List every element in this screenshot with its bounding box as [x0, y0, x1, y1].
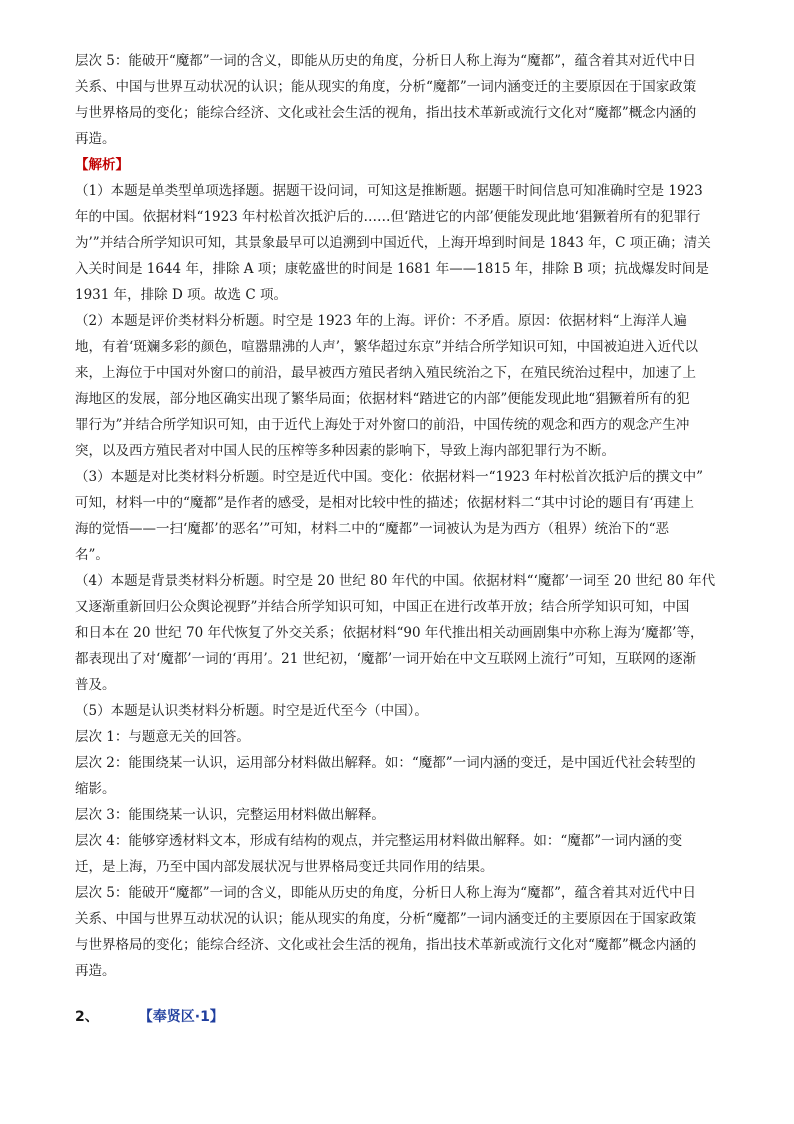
text-line: 又逐渐重新回归公众舆论视野”并结合所学知识可知，中国正在进行改革开放；结合所学知识可知，中国	[75, 599, 690, 615]
text-line: 层次 5：能破开“魔都”一词的含义，即能从历史的角度，分析日人称上海为“魔都”，蕴含着其对近代中日	[75, 53, 696, 69]
spacer	[75, 984, 735, 1004]
analysis-paragraph	[75, 464, 735, 568]
text-line: 层次 2：能围绕某一认识，运用部分材料做出解释。如：“魔都”一词内涵的变迁，是中国近代社会转型的	[75, 755, 696, 771]
text-line: 来，上海位于中国对外窗口的前沿，最早被西方殖民者纳入殖民统治之下，在殖民统治过程中，加速了上	[75, 365, 696, 381]
level-5-paragraph-top	[75, 48, 735, 152]
text-line: 可知，材料一中的“魔都”是作者的感受，是相对比较中性的描述；依据材料二“其中讨论的题目有‘再建上	[75, 495, 694, 511]
analysis-paragraph	[75, 880, 735, 984]
text-line: 普及。	[75, 677, 116, 693]
text-line: 和日本在 20 世纪 70 年代恢复了外交关系；依据材料“90 年代推出相关动画剧集中亦称上海为‘魔都’等，	[75, 625, 704, 641]
text-line: 层次 5：能破开“魔都”一词的含义，即能从历史的角度，分析日人称上海为“魔都”，蕴含着其对近代中日	[75, 885, 696, 901]
text-line: （3）本题是对比类材料分析题。时空是近代中国。变化：依据材料一“1923 年村松首次抵沪后的撰文中”	[75, 469, 704, 485]
analysis-paragraph	[75, 802, 735, 828]
analysis-paragraph	[75, 750, 735, 802]
text-line: 与世界格局的变化；能综合经济、文化或社会生活的视角，指出技术革新或流行文化对“魔都”概念内涵的	[75, 937, 697, 953]
document-content	[75, 48, 735, 1030]
text-line: 层次 3：能围绕某一认识，完整运用材料做出解释。	[75, 807, 385, 823]
analysis-heading: 【解析】	[75, 157, 129, 173]
text-line: 再造。	[75, 131, 116, 147]
text-line: （1）本题是单类型单项选择题。据题干设问词，可知这是推断题。据题干时间信息可知准确时空是 1923	[75, 183, 703, 199]
text-line: 层次 4：能够穿透材料文本，形成有结构的观点，并完整运用材料做出解释。如：“魔都”一词内涵的变	[75, 833, 683, 849]
text-line: 与世界格局的变化；能综合经济、文化或社会生活的视角，指出技术革新或流行文化对“魔都”概念内涵的	[75, 105, 697, 121]
text-line: 关系、中国与世界互动状况的认识；能从现实的角度，分析“魔都”一词内涵变迁的主要原因在于国家政策	[75, 79, 697, 95]
text-line: 名”。	[75, 547, 109, 563]
question-number: 2、	[75, 1009, 99, 1025]
text-line: （4）本题是背景类材料分析题。时空是 20 世纪 80 年代的中国。依据材料“‘魔都’一词至 20 世纪 80 年代	[75, 573, 716, 589]
text-line: 为’”并结合所学知识可知，其景象最早可以追溯到中国近代，上海开埠到时间是 1843 年，C 项正确；清关	[75, 235, 711, 251]
text-line: 再造。	[75, 963, 116, 979]
text-line: 都表现出了对‘魔都’一词的‘再用’。21 世纪初，‘魔都’一词开始在中文互联网上流行”可知，互联网的逐渐	[75, 651, 697, 667]
analysis-paragraph	[75, 178, 735, 308]
text-line: 海地区的发展，部分地区确实出现了繁华局面；依据材料“踏进它的内部”便能发现此地“猖獗着所有的犯	[75, 391, 690, 407]
question-source-tag: 【奉贤区·1】	[138, 1009, 224, 1025]
text-line: （2）本题是评价类材料分析题。时空是 1923 年的上海。评价：不矛盾。原因：依据材料“上海洋人遍	[75, 313, 687, 329]
analysis-paragraph	[75, 308, 735, 464]
text-line: 地，有着‘斑斓多彩的颜色，喧嚣鼎沸的人声’，繁华超过东京”并结合所学知识可知，中国被迫进入近代以	[75, 339, 698, 355]
text-line: 层次 1：与题意无关的回答。	[75, 729, 250, 745]
analysis-paragraph	[75, 724, 735, 750]
text-line: 缩影。	[75, 781, 116, 797]
text-line: 1931 年，排除 D 项。故选 C 项。	[75, 287, 287, 303]
analysis-paragraph	[75, 568, 735, 698]
text-line: （5）本题是认识类材料分析题。时空是近代至今（中国）。	[75, 703, 428, 719]
analysis-paragraph	[75, 828, 735, 880]
text-line: 年的中国。依据材料“1923 年村松首次抵沪后的……但‘踏进它的内部’便能发现此地‘猖獗着所有的犯罪行	[75, 209, 701, 225]
text-line: 关系、中国与世界互动状况的认识；能从现实的角度，分析“魔都”一词内涵变迁的主要原因在于国家政策	[75, 911, 697, 927]
text-line: 海的觉悟——一扫‘魔都’的恶名’”可知，材料二中的“魔都”一词被认为是为西方（租界）统治下的“恶	[75, 521, 669, 537]
text-line: 突，以及西方殖民者对中国人民的压榨等多种因素的影响下，导致上海内部犯罪行为不断。	[75, 443, 615, 459]
analysis-body	[75, 178, 735, 984]
analysis-paragraph	[75, 698, 735, 724]
text-line: 罪行为”并结合所学知识可知，由于近代上海处于对外窗口的前沿，中国传统的观念和西方的观念产生冲	[75, 417, 690, 433]
next-question-header	[75, 1004, 735, 1030]
text-line: 入关时间是 1644 年，排除 A 项；康乾盛世的时间是 1681 年——1815 年，排除 B 项；抗战爆发时间是	[75, 261, 709, 277]
text-line: 迁，是上海，乃至中国内部发展状况与世界格局变迁共同作用的结果。	[75, 859, 494, 875]
